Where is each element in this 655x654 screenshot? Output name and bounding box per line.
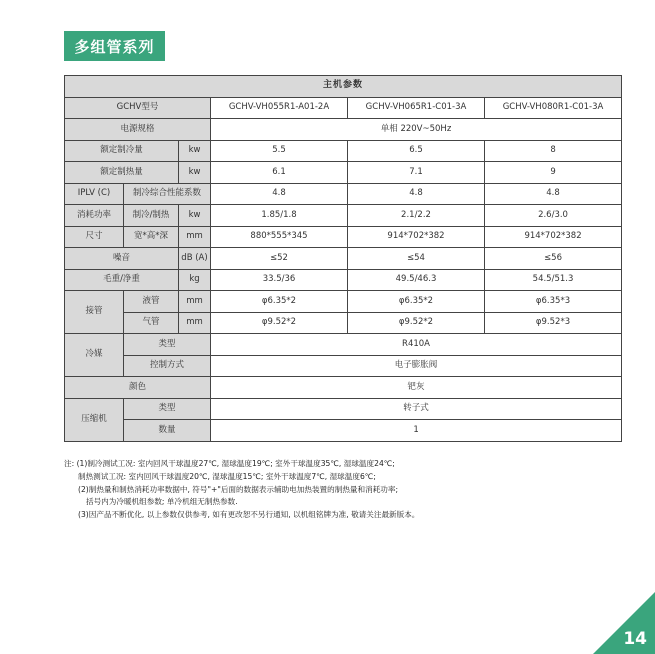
value-cell: φ6.35*3 (485, 291, 622, 313)
model-cell: GCHV-VH055R1-A01-2A (211, 97, 348, 119)
value-cell: 33.5/36 (211, 269, 348, 291)
unit-cell: kg (179, 269, 211, 291)
footnote-line: (2)制热量和制热消耗功率数据中, 符号"+"后面的数据表示辅助电加热装置的制热量和消耗功率; (78, 484, 399, 494)
value-cell: 1.85/1.8 (211, 205, 348, 227)
row-label: 额定制热量 (65, 162, 179, 184)
value-cell: 4.8 (485, 183, 622, 205)
value-cell: 914*702*382 (348, 226, 485, 248)
table-row (65, 226, 622, 248)
value-cell: φ6.35*2 (348, 291, 485, 313)
row-label: 额定制冷量 (65, 140, 179, 162)
table-row (65, 248, 622, 270)
row-label: 尺寸 (65, 226, 124, 248)
table-row (65, 398, 622, 420)
table-row (65, 140, 622, 162)
row-sublabel: 数量 (124, 420, 211, 442)
table-row (65, 269, 622, 291)
row-label: 电源规格 (65, 119, 211, 141)
table-row (65, 183, 622, 205)
value-cell: 转子式 (211, 398, 622, 420)
value-cell: φ6.35*2 (211, 291, 348, 313)
value-cell: 电子膨胀阀 (211, 355, 622, 377)
value-cell: ≤56 (485, 248, 622, 270)
footnote-line: 制热测试工况: 室内回风干球温度20℃, 湿球温度15℃; 室外干球温度7℃, 湿球温度6℃; (78, 471, 376, 481)
row-label: 消耗功率 (65, 205, 124, 227)
unit-cell: mm (179, 226, 211, 248)
row-label: IPLV (C) (65, 183, 124, 205)
footnotes (64, 458, 624, 522)
value-cell: 单相 220V~50Hz (211, 119, 622, 141)
model-cell: GCHV-VH065R1-C01-3A (348, 97, 485, 119)
unit-cell: kw (179, 205, 211, 227)
value-cell: 4.8 (348, 183, 485, 205)
unit-cell: mm (179, 312, 211, 334)
table-row (65, 205, 622, 227)
value-cell: 2.6/3.0 (485, 205, 622, 227)
unit-cell: dB (A) (179, 248, 211, 270)
unit-cell: kw (179, 140, 211, 162)
value-cell: 7.1 (348, 162, 485, 184)
value-cell: 49.5/46.3 (348, 269, 485, 291)
row-label: 压缩机 (65, 398, 124, 441)
value-cell: ≤54 (348, 248, 485, 270)
table-row (65, 312, 622, 334)
row-label: 毛重/净重 (65, 269, 179, 291)
table-row (65, 334, 622, 356)
model-cell: GCHV-VH080R1-C01-3A (485, 97, 622, 119)
row-label: 噪音 (65, 248, 179, 270)
value-cell: 880*555*345 (211, 226, 348, 248)
table-row (65, 119, 622, 141)
spec-table (64, 75, 622, 442)
row-sublabel: 类型 (124, 334, 211, 356)
model-label: GCHV型号 (65, 97, 211, 119)
value-cell: 2.1/2.2 (348, 205, 485, 227)
value-cell: φ9.52*2 (211, 312, 348, 334)
row-sublabel: 制冷/制热 (124, 205, 179, 227)
row-sublabel: 液管 (124, 291, 179, 313)
row-sublabel: 控制方式 (124, 355, 211, 377)
row-label: 接管 (65, 291, 124, 334)
footnote-line: (3)因产品不断优化, 以上参数仅供参考, 如有更改恕不另行通知, 以机组铭牌为准, 敬请关注最新版本。 (78, 510, 420, 520)
table-row (65, 291, 622, 313)
value-cell: R410A (211, 334, 622, 356)
row-sublabel: 宽*高*深 (124, 226, 179, 248)
table-row (65, 420, 622, 442)
value-cell: 5.5 (211, 140, 348, 162)
page-number: 14 (623, 629, 647, 649)
value-cell: 914*702*382 (485, 226, 622, 248)
row-sublabel: 气管 (124, 312, 179, 334)
table-title: 主机参数 (65, 76, 622, 98)
value-cell: 4.8 (211, 183, 348, 205)
value-cell: φ9.52*2 (348, 312, 485, 334)
table-row (65, 377, 622, 399)
footnote-line: 括号内为冷暖机组参数; 单冷机组无制热参数. (86, 497, 238, 507)
value-cell: 6.5 (348, 140, 485, 162)
table-row (65, 97, 622, 119)
unit-cell: kw (179, 162, 211, 184)
value-cell: 钯灰 (211, 377, 622, 399)
value-cell: 8 (485, 140, 622, 162)
table-row (65, 162, 622, 184)
section-title: 多组管系列 (64, 31, 165, 61)
row-sublabel: 制冷综合性能系数 (124, 183, 211, 205)
value-cell: ≤52 (211, 248, 348, 270)
footnote-line: 注: (1)制冷测试工况: 室内回风干球温度27℃, 湿球温度19℃; 室外干球温度35℃, 湿球温度24℃; (64, 459, 395, 468)
row-label: 冷媒 (65, 334, 124, 377)
table-row (65, 355, 622, 377)
value-cell: φ9.52*3 (485, 312, 622, 334)
value-cell: 54.5/51.3 (485, 269, 622, 291)
value-cell: 1 (211, 420, 622, 442)
row-label: 颜色 (65, 377, 211, 399)
unit-cell: mm (179, 291, 211, 313)
value-cell: 9 (485, 162, 622, 184)
value-cell: 6.1 (211, 162, 348, 184)
row-sublabel: 类型 (124, 398, 211, 420)
